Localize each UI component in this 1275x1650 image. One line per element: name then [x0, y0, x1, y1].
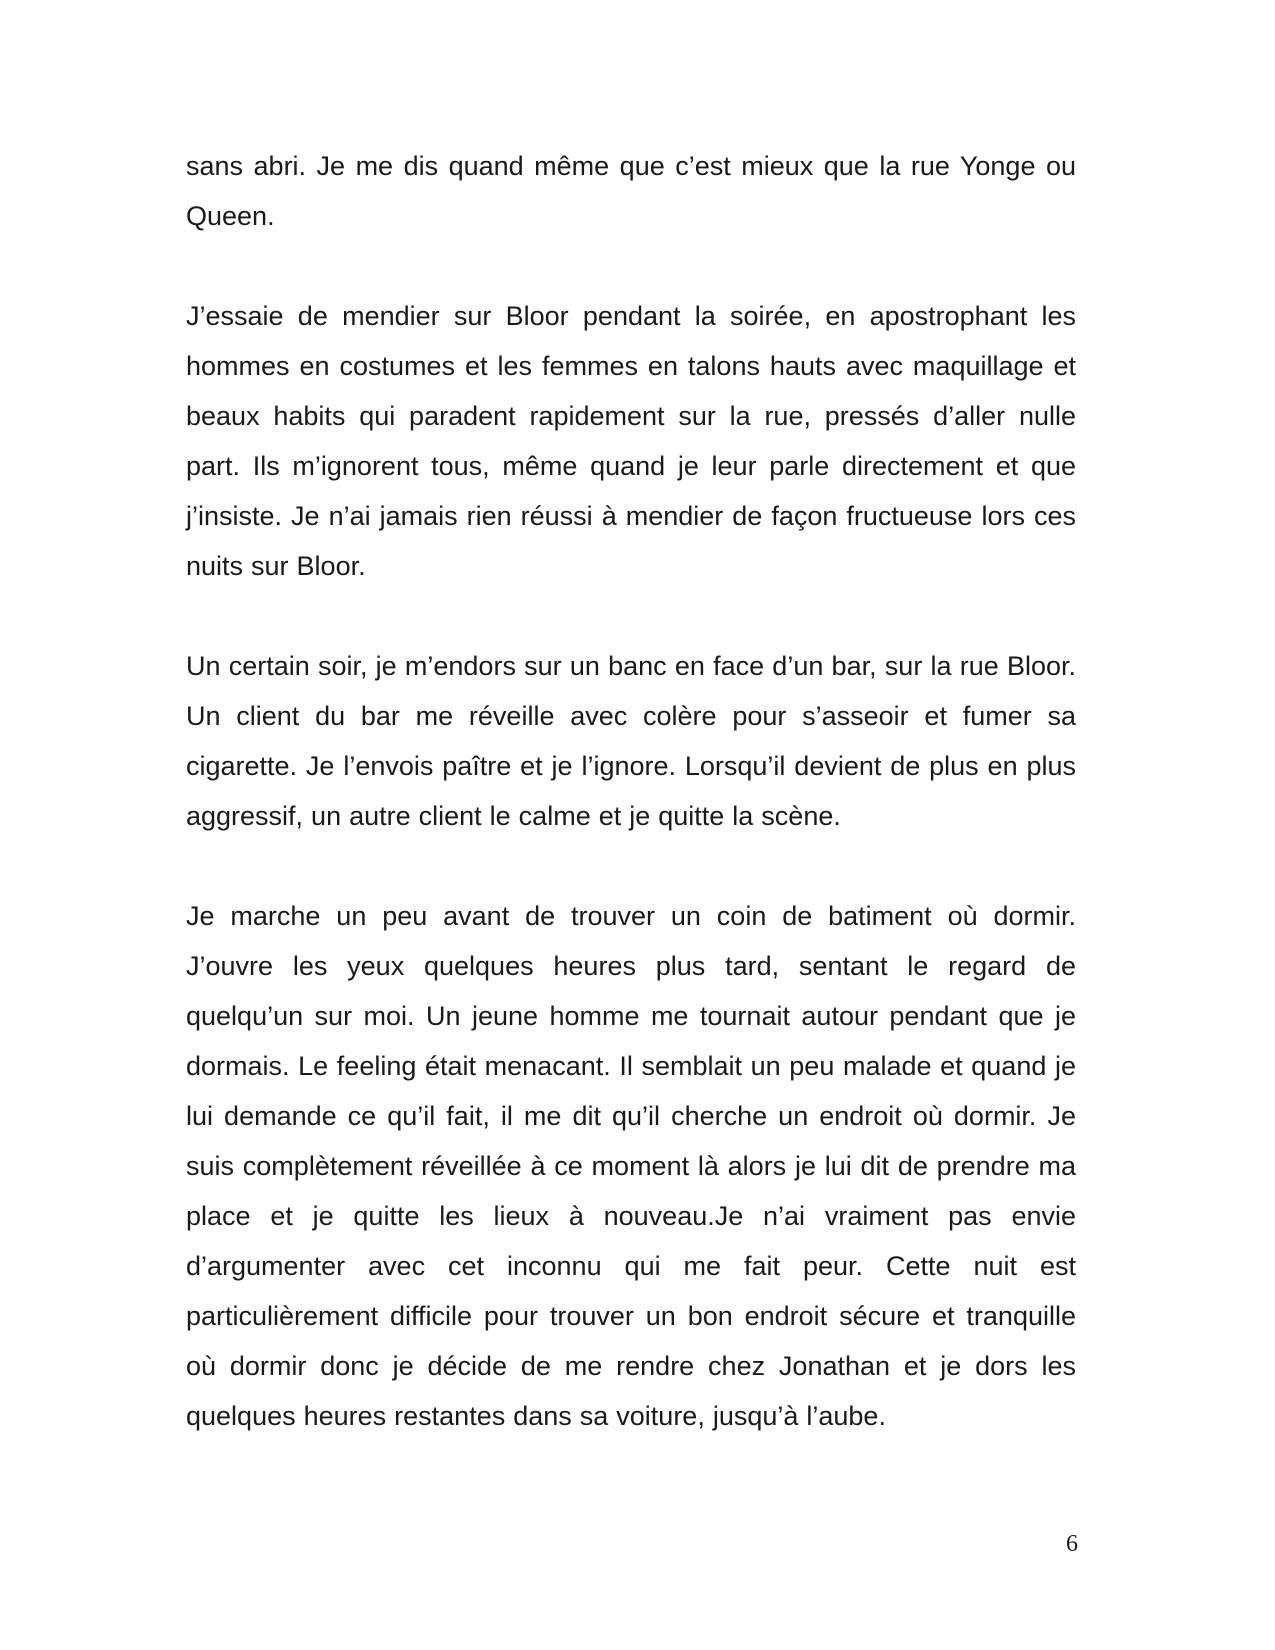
paragraph-1: sans abri. Je me dis quand même que c’est mieux que la rue Yonge ou Queen.: [186, 151, 1076, 231]
paragraph-2: J’essaie de mendier sur Bloor pendant la soirée, en apostrophant les hommes en costumes et les femmes en talons hauts avec maquillage et beaux habits qui paradent rapidement sur la rue, pressés d’aller nulle part. Ils m’ignorent tous, même quand je leur parle directement et que j’insiste. Je n’ai jamais rien réussi à mendier de façon fructueuse lors ces nuits sur Bloor.: [186, 301, 1076, 581]
page-number: 6: [1066, 1531, 1078, 1557]
paragraph-4: Je marche un peu avant de trouver un coin de batiment où dormir. J’ouvre les yeux quelques heures plus tard, sentant le regard de quelqu’un sur moi. Un jeune homme me tournait autour pendant que je dormais. Le feeling était menacant. Il semblait un peu malade et quand je lui demande ce qu’il fait, il me dit qu’il cherche un endroit où dormir. Je suis complètement réveillée à ce moment là alors je lui dit de prendre ma place et je quitte les lieux à nouveau.Je n’ai vraiment pas envie d’argumenter avec cet inconnu qui me fait peur. Cette nuit est particulièrement difficile pour trouver un bon endroit sécure et tranquille où dormir donc je décide de me rendre chez Jonathan et je dors les quelques heures restantes dans sa voiture, jusqu’à l’aube.: [186, 901, 1076, 1431]
paragraph-3: Un certain soir, je m’endors sur un banc en face d’un bar, sur la rue Bloor. Un client du bar me réveille avec colère pour s’asseoir et fumer sa cigarette. Je l’envois paître et je l’ignore. Lorsqu’il devient de plus en plus aggressif, un autre client le calme et je quitte la scène.: [186, 651, 1076, 831]
page-body: [186, 141, 1076, 1491]
